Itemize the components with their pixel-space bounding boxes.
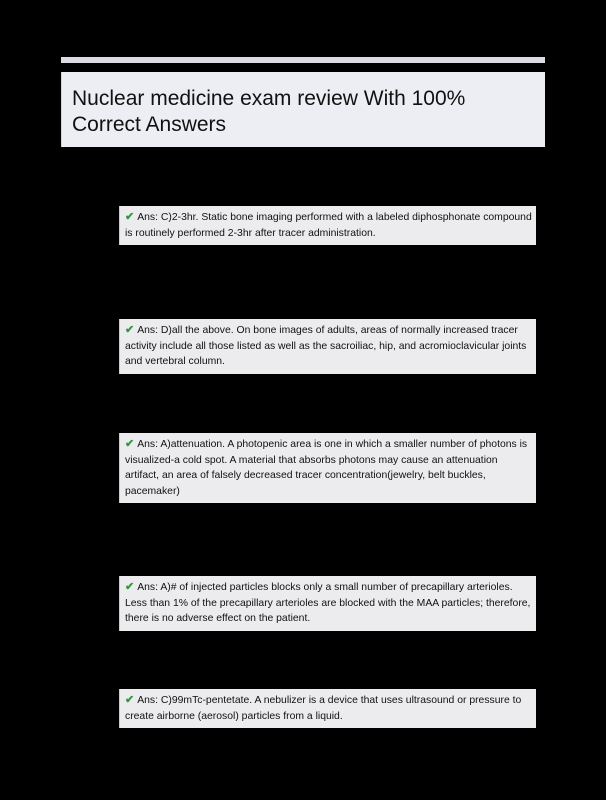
answer-text: Ans: C)99mTc-pentetate. A nebulizer is a device that uses ultrasound or pressure to create airborne (aerosol) particles from a liquid.	[125, 695, 522, 722]
check-icon: ✔	[125, 324, 135, 336]
check-icon: ✔	[125, 438, 135, 450]
answer-box-2	[119, 319, 536, 374]
answer-text: Ans: A)# of injected particles blocks only a small number of precapillary arterioles. Less than 1% of the precapillary arterioles are blocked with the MAA particles; therefore, there is no adverse effect on the patient.	[125, 582, 531, 625]
answer-box-5	[119, 689, 536, 728]
answer-box-3	[119, 433, 536, 503]
title-banner	[61, 72, 545, 147]
answer-text: Ans: C)2-3hr. Static bone imaging performed with a labeled diphosphonate compound is routinely performed 2-3hr after tracer administration.	[125, 212, 532, 239]
check-icon: ✔	[125, 211, 135, 223]
answer-text: Ans: D)all the above. On bone images of adults, areas of normally increased tracer activity include all those listed as well as the sacroiliac, hip, and acromioclavicular joints and vertebral column.	[125, 325, 527, 368]
answer-box-4	[119, 576, 536, 631]
check-icon: ✔	[125, 581, 135, 593]
check-icon: ✔	[125, 694, 135, 706]
page-title: Nuclear medicine exam review With 100% Correct Answers	[72, 87, 466, 136]
answer-text: Ans: A)attenuation. A photopenic area is one in which a smaller number of photons is visualized-a cold spot. A material that absorbs photons may cause an attenuation artifact, an area of falsely decreased tracer concentration(jewelry, belt buckles, pacemaker)	[125, 439, 528, 497]
answer-box-1	[119, 206, 536, 245]
top-divider	[61, 57, 545, 63]
